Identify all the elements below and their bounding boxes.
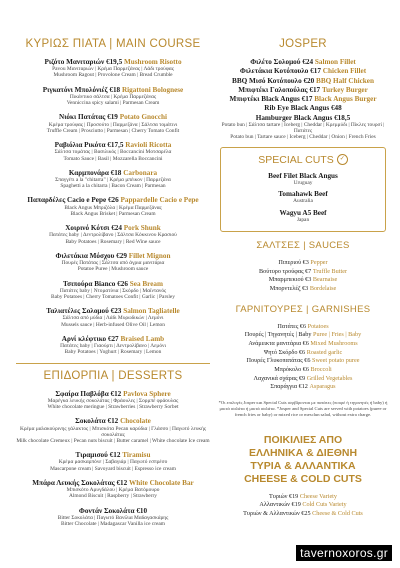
item-title-gr: Φιλετάκια Κοτόπουλο €17 (239, 67, 321, 76)
item-desc-en: Mushroom Ragout | Provolone Cream | Bread Crumble (53, 72, 173, 79)
item-desc-en: Milk chocolate Cremeux | Pecan nuts biscuit | Butter caramel | White chocolate Ice cream (16, 437, 210, 444)
menu-item (16, 507, 210, 528)
item-title (16, 252, 210, 260)
item-desc-gr: Κρέμα μαλακούρινης γάλακτος | Μπισκότα Pecan καρύδια | Γλάσσο | Παγωτό λευκής σοκολάτας (19, 425, 207, 438)
item-title-gr: Ραβιόλια Ρικότα €17,5 (54, 141, 124, 150)
item-gr: Ανάμεικτα μανιτάρια €6 (248, 340, 309, 348)
item-title-en: Braised Lamb (120, 334, 165, 343)
menu-item (218, 58, 388, 66)
item-title-gr: Μπάρα Λευκής Σοκολάτας €12 (32, 478, 128, 487)
menu-item (218, 86, 388, 94)
main-course-list (16, 58, 210, 356)
item-title (16, 86, 210, 94)
item-title (16, 169, 210, 177)
item-desc-gr: Πουρές Πατάτας | Σάλτσα από άγρια μανιτάρια (61, 260, 165, 267)
list-item (218, 357, 388, 366)
item-desc-en: Spaghetti a la chitarra | Bacon Cream | Parmesan (60, 183, 166, 190)
item-title-gr: Αρνί κλέφτικο €27 (61, 334, 119, 343)
special-cuts-list (225, 172, 381, 223)
item-title-gr: Φιλέτο Σολομού €24 (250, 58, 314, 66)
item-desc-gr: Σάλτσα τομάτας | Βασιλικός | Boccancini Μοτσαρέλα (54, 149, 172, 156)
special-cut-name: Beef Filet Black Angus (268, 171, 338, 180)
special-cuts-heading (225, 154, 381, 166)
item-title-en: Tiramisu (122, 451, 151, 460)
item-en: Mixed Mushrooms (310, 340, 358, 348)
item-title-gr: Καρμπονάρα €18 (68, 168, 122, 177)
item-title-en: Pappardelle Cacio e Pepe (120, 196, 199, 205)
cheese-heading-line: ΤΥΡΙΑ & ΑΛΛΑΝΤΙΚΑ (250, 460, 356, 473)
list-item (218, 276, 388, 285)
item-title (218, 67, 388, 75)
item-en: Cold Cuts Variety (302, 501, 347, 509)
menu-item (218, 95, 388, 103)
garnishes-heading: ΓΑΡΝΙΤΟΥΡΕΣ | GARNISHES (235, 303, 371, 315)
menu-item (16, 252, 210, 273)
item-title-gr: Μπιφτέκι Black Angus €17 (229, 95, 313, 104)
item-title (16, 479, 210, 487)
item-title (16, 335, 210, 343)
item-title-gr: Ριγκατόνι Μπολόνιέζ €18 (42, 85, 121, 94)
item-title-en: Sea Bream (129, 279, 163, 288)
josper-heading: JOSPER (279, 38, 327, 50)
item-desc-gr: Πατάτες baby | Δεντρολίβανο | Σάλτσα Κόκκινου Κρασιού (49, 232, 177, 239)
menu-item (16, 86, 210, 107)
item-en: Cheese & Cold Cuts (312, 509, 363, 517)
list-item (218, 268, 388, 277)
item-en: Truffle Butter (312, 267, 348, 275)
serving-note: *Οι επιλογές Josper και Special Cuts σερβίρονται με πατάτες (πουρέ ή τηγανητές ή baby) ή μικτά σαλάτα ή μικτά σαλάτα. *Josper and Special Cuts are served with potatoes (puree or french fries or baby) or mixed rice or mesclun salad, without extra charge. (218, 400, 388, 418)
item-desc-en: Mascarpone cream | Savoyard biscuit | Espresso ice cream (50, 465, 176, 472)
item-desc-en: Potato bun | Tartare sauce | Iceberg | Cheddar | Onion | French Fries (230, 134, 376, 141)
item-desc-gr: Potato bun | Σάλτσα tartare | Iceberg | Cheddar | Κρεμμύδι | Πίκλες τουρσί | Πατάτες (221, 121, 385, 135)
item-title-gr: Παπαρδέλες Cacio e Pepe €26 (27, 196, 119, 205)
special-cut-item (225, 190, 381, 204)
item-en: Potatoes (307, 322, 329, 330)
item-title-en: Potato Gnocchi (119, 113, 167, 122)
list-item (218, 501, 388, 510)
item-gr: Ψητό Σκόρδο €6 (263, 348, 306, 356)
item-title (218, 104, 388, 112)
list-item (218, 259, 388, 268)
menu-item (16, 169, 210, 190)
item-desc-gr: Σπαγγέτι a la "chitarra" | Κρέμα μπέικον | Παρμεζάνα (55, 177, 171, 184)
item-desc-gr: Πατάτες baby | Γιαούρτι | Δεντρολίβανο | Λεμόνι (60, 343, 166, 350)
special-cut-origin: Australia (293, 198, 313, 205)
item-title-gr: Τσιπούρα Bianco €26 (63, 279, 128, 288)
item-title-gr: Hamburger Black Angus €18,5 (255, 113, 351, 122)
list-item (218, 285, 388, 294)
item-gr: Βούτυρο τρούφας €7 (258, 267, 312, 275)
item-desc-gr: Pavou Μανιταριών | Κρέμα Παρμεζάνας | Λάδι τρούφας (52, 66, 174, 73)
item-title (16, 141, 210, 149)
menu-item (16, 196, 210, 217)
right-column (218, 38, 388, 519)
item-title (16, 390, 210, 398)
special-cuts-box (220, 147, 386, 232)
item-title (218, 77, 388, 85)
menu-item (16, 58, 210, 79)
cheese-heading-line: ΠΟΙΚΙΛΙΕΣ ΑΠΟ (263, 434, 343, 446)
item-desc-en: Almond Biscuit | Raspberry | Strawberry (69, 493, 157, 500)
item-title-en: Chicken Fillet (322, 67, 367, 76)
divider (16, 363, 210, 364)
josper-list (218, 58, 388, 141)
item-title-en: Pavlova Sphere (123, 389, 171, 398)
list-item (218, 510, 388, 519)
item-title-en: Carbonara (123, 168, 158, 177)
item-title (16, 307, 210, 315)
list-item (218, 375, 388, 384)
menu-item (218, 104, 388, 112)
item-en: Bearnaise (312, 276, 338, 284)
item-title (218, 95, 388, 103)
sauces-list (218, 259, 388, 294)
special-cut-item (225, 209, 381, 223)
item-title (16, 451, 210, 459)
item-title-en: Rigattoni Bolognese (121, 85, 184, 94)
list-item (218, 493, 388, 502)
item-desc-gr: Μπισκότο Αμυγδάλου | Κρέμα Βατόμουρο (66, 487, 160, 494)
item-desc-en: Potatoe Puree | Mushroom sauce (77, 266, 149, 273)
item-title-gr: Rib Eye Black Angus €48 (264, 104, 342, 113)
item-desc-gr: Κρέμα τρούφας | Προσούτο | Παρμεζάνα | Σάλτσα τομάτινι (48, 121, 178, 128)
item-title (16, 196, 210, 204)
item-en: Bordelaise (309, 285, 337, 293)
item-gr: Πουρές Γλυκοπατάτας €6 (246, 357, 311, 365)
item-gr: Λαχανικά σχάρας €9 (253, 374, 306, 382)
item-title-gr: Μπιφτέκι Γαλοπούλας €17 (238, 85, 321, 94)
special-cuts-title: SPECIAL CUTS (258, 153, 334, 166)
item-title (16, 507, 210, 515)
item-desc-en: Mussels sauce | Herb-infused Olive Oil | Lemon (61, 321, 165, 328)
item-title (16, 113, 210, 121)
item-en: Cheese Variety (299, 492, 337, 500)
menu-item (16, 335, 210, 356)
item-en: Roasted garlic (306, 348, 343, 356)
item-title-gr: Σοκολάτα €12 (75, 417, 119, 426)
item-gr: Πουρές | Τηγανητές | Baby (244, 331, 312, 339)
item-title-en: Pork Shunk (123, 224, 161, 233)
item-desc-en: Black Angus Brisket | Parmesan Cream (70, 210, 156, 217)
item-en: Grilled Vegetables (306, 374, 353, 382)
item-desc-gr: Bitter Σοκολάτα | Παγωτό Βανίλια Μαδαγασκάρης (57, 514, 169, 521)
list-item (218, 383, 388, 392)
item-en: Pepper (310, 259, 328, 267)
item-title (218, 114, 388, 122)
item-desc-gr: Σάλτσα από μύδια | Λάδι Μυρωδικών | Λεμόνι (62, 315, 164, 322)
watermark-logo: tavernoxoros.gr (296, 545, 392, 561)
special-cut-name: Tomahawk Beef (278, 190, 328, 199)
special-cut-origin: Uruguay (293, 179, 313, 186)
item-desc-gr: Πικάντικο σάλτσα | Κρέμα Παρμεζάνας (69, 93, 157, 100)
item-title (16, 280, 210, 288)
item-title-en: White Chocolate Bar (129, 478, 194, 487)
menu-item (16, 280, 210, 301)
special-cut-origin: Japan (296, 216, 310, 223)
item-desc-en: White chocolate meringue | Strawberries | Strawberry Sorbet (47, 404, 179, 411)
special-cut-name: Wagyu A5 Beef (279, 208, 327, 217)
item-gr: Μπρόκολο €6 (274, 366, 309, 374)
item-title-gr: Ριζότο Μανιταριών €19,5 (44, 58, 123, 66)
menu-item (218, 114, 388, 141)
item-gr: Πιπεριού €3 (278, 259, 309, 267)
list-item (218, 331, 388, 340)
item-en: Puree | Fries | Baby (313, 331, 362, 339)
item-title-gr: Φιλετάκια Μόσχου €29 (55, 251, 127, 260)
cheese-heading-line: CHEESE & COLD CUTS (244, 473, 362, 486)
item-title-en: Salmon Fillet (314, 58, 356, 66)
list-item (218, 323, 388, 332)
item-title-en: BBQ Half Chicken (316, 76, 374, 85)
item-title-en: Fillet Mignon (128, 251, 171, 260)
item-desc-gr: Μαρέγκα λευκής σοκολάτας | Φράουλες | Σορμπέ φράουλας (47, 397, 179, 404)
menu-item (16, 390, 210, 411)
item-gr: Αλλαντικών €19 (259, 501, 301, 509)
item-desc-en: Truffle Cream | Prosciutto | Parmesan | Cherry Tomato Confit (46, 127, 180, 134)
item-title-en: Mushroom Risotto (123, 58, 182, 66)
item-title (218, 86, 388, 94)
list-item (218, 340, 388, 349)
list-item (218, 349, 388, 358)
item-title-en: Salmon Tagliatelle (123, 307, 180, 316)
menu-item (16, 417, 210, 444)
item-gr: Μπαρμπεκιού €3 (268, 276, 312, 284)
item-desc-gr: Black Angus Μπριζόλα | Κρέμα Παρμεζάνας (64, 204, 162, 211)
menu-item (16, 479, 210, 500)
item-desc-en: Baby Potatoes | Yoghurt | Rosemary | Lemon (64, 349, 162, 356)
item-desc-en: Baby Potatoes | Cherry Tomatoes Confit | Garlic | Parsley (51, 293, 175, 300)
menu-item (16, 113, 210, 134)
menu-item (218, 67, 388, 75)
item-desc-en: Baby Potatoes | Rosemary | Red Wine sauce (65, 238, 161, 245)
item-title-en: Black Angus Burger (314, 95, 377, 104)
menu-item (16, 224, 210, 245)
item-desc-en: Venniccina spicy salami | Parmesan Cream (66, 100, 160, 107)
item-desc-en: Tomato Sauce | Basil | Mozzarella Boccancini (63, 155, 163, 162)
cheese-heading-line: ΕΛΛΗΝΙΚΑ & ΔΙΕΘΝΗ (248, 447, 358, 460)
sauces-heading: ΣΑΛΤΣΕΣ | SAUCES (256, 240, 350, 252)
item-title-en: Chocolate (120, 417, 151, 426)
item-title-gr: Τιραμισού €12 (75, 451, 121, 460)
left-column (16, 38, 210, 534)
item-desc-gr: Κρέμα μασκαρπόνε | Σαβαγιάρ | Παγωτό εσπρέσο (58, 459, 168, 466)
item-desc-en: Bitter Chocolate | Madagascar Vanilla ice cream (61, 521, 165, 527)
item-gr: Πατάτες €6 (277, 322, 307, 330)
menu-item (218, 77, 388, 85)
garnishes-list (218, 323, 388, 392)
item-title-gr: Νιόκι Πατάτας €19 (59, 113, 118, 122)
item-desc-gr: Πατάτες baby | Ντοματίνια | Σκόρδο | Μαϊντανός (59, 287, 167, 294)
cheese-heading (218, 434, 388, 487)
item-title-gr: Χοιρινό Κότσι €24 (65, 224, 122, 233)
menu-item (16, 307, 210, 328)
item-title-en: Ravioli Ricotta (125, 141, 172, 150)
list-item (218, 366, 388, 375)
menu-item (16, 141, 210, 162)
item-title (16, 224, 210, 232)
menu-item (16, 451, 210, 472)
item-en: Broccoli (310, 366, 332, 374)
item-en: Asparagus (309, 383, 336, 391)
item-title-gr: Φοντάν Σοκολάτα €10 (78, 506, 148, 515)
special-cut-item (225, 172, 381, 186)
desserts-list (16, 390, 210, 528)
item-gr: Μπορντελέζ €3 (269, 285, 309, 293)
item-gr: Τυριών & Αλλαντικών €25 (243, 509, 311, 517)
item-gr: Τυριών €19 (268, 492, 299, 500)
check-icon: ✓ (337, 154, 348, 165)
item-title-en: Turkey Burger (321, 85, 368, 94)
item-gr: Σπαράγγια €12 (270, 383, 308, 391)
item-title (16, 417, 210, 425)
item-en: Sweet potato puree (312, 357, 360, 365)
main-course-heading: ΚΥΡΙΩΣ ΠΙΑΤΑ | MAIN COURSE (25, 38, 201, 50)
desserts-heading: ΕΠΙΔΟΡΠΙΑ | DESSERTS (43, 369, 183, 382)
cheese-list (218, 493, 388, 519)
item-title-gr: Ταλιατέλες Σολομού €23 (46, 307, 122, 316)
item-title-gr: BBQ Μισό Κοτόπουλο €20 (232, 76, 315, 85)
item-title-gr: Σφαίρα Παβλόβα €12 (55, 389, 122, 398)
item-title (218, 58, 388, 66)
